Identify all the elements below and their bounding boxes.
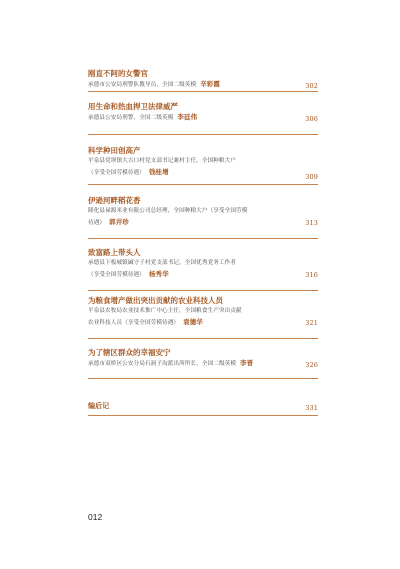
- entry-author: 钱桂增: [148, 167, 169, 176]
- entry-divider: [88, 134, 318, 135]
- entry-role: （享受全国劳模待遇）: [88, 169, 145, 176]
- entry-description: [88, 358, 318, 370]
- afterword-line: [88, 401, 318, 413]
- entry-title: 伊逊河畔稻花香: [88, 196, 141, 205]
- afterword-page-number: 331: [305, 403, 318, 412]
- entry-role: 农业科技人员（享受全国劳模待遇）: [88, 319, 180, 326]
- entry-page-number: 313: [305, 219, 318, 227]
- entry-author: 杨秀华: [148, 269, 169, 278]
- entry-role: 待遇）: [88, 219, 106, 226]
- entry-description: [88, 317, 318, 329]
- afterword-title: 编后记: [88, 402, 110, 410]
- entry-page-number: 326: [305, 360, 318, 369]
- toc-entry[interactable]: [88, 69, 318, 91]
- entry-divider: [88, 378, 318, 379]
- entry-divider: [88, 184, 318, 185]
- entry-description: [88, 167, 318, 179]
- entry-role: （享受全国劳模待遇）: [88, 271, 145, 278]
- entry-author: 郭井珍: [109, 217, 129, 226]
- entry-author: 袁德华: [183, 317, 203, 326]
- entry-divider: [88, 415, 318, 416]
- toc-entry[interactable]: [88, 296, 318, 328]
- entry-description: 平泉县党坝镇大吉口村党支部书记兼村主任，全国种粮大户: [88, 158, 237, 164]
- entry-divider: [88, 238, 318, 239]
- entry-role: 承德市双桥区公安分局石洞子沟派出所所长，全国二级英模: [88, 361, 237, 367]
- entry-description: [88, 112, 318, 124]
- entry-title: 为了辖区群众的幸福安宁: [88, 348, 171, 357]
- toc-entry[interactable]: [88, 348, 318, 370]
- page-folio-number: 012: [88, 512, 103, 522]
- entry-title: 刚直不阿的女警官: [88, 69, 148, 78]
- entry-page-number: 309: [305, 173, 318, 181]
- entry-description: [88, 269, 318, 281]
- entry-description: 隆化县禄源米业有限公司总经理，全国种粮大户（享受全国劳模: [88, 208, 248, 214]
- entry-page-number: 316: [305, 271, 318, 279]
- entry-divider: [88, 338, 318, 339]
- entry-author: 辛彩霞: [200, 80, 220, 88]
- toc-entry-afterword[interactable]: [88, 401, 318, 413]
- entry-page-number: 321: [305, 319, 318, 327]
- entry-description: [88, 79, 318, 91]
- entry-role: 承德市公安局刑警队教导员，全国二级英模: [88, 82, 197, 88]
- entry-divider: [88, 91, 318, 92]
- entry-description: [88, 217, 318, 229]
- entry-title: 致富路上带头人: [88, 248, 141, 257]
- entry-page-number: 302: [305, 81, 318, 90]
- entry-title: 为粮食增产做出突出贡献的农业科技人员: [88, 296, 223, 305]
- entry-title: 科学种田创高产: [88, 146, 141, 155]
- toc-entry[interactable]: [88, 102, 318, 124]
- toc-entry[interactable]: [88, 248, 318, 280]
- entry-divider: [88, 290, 318, 291]
- entry-role: 承德县公安局刑警，全国二级英模: [88, 115, 174, 121]
- entry-description: 承德县下板城镇碱守子村党支部书记，全国优秀党务工作者: [88, 260, 237, 266]
- entry-description: 平泉县农牧局农业技术推广中心主任，全国粮食生产突出贡献: [88, 308, 242, 314]
- toc-entry[interactable]: [88, 146, 318, 181]
- entry-author: 李晋: [240, 359, 254, 367]
- entry-author: 李廷伟: [177, 113, 198, 121]
- entry-title: 用生命和热血捍卫法律威严: [88, 102, 178, 111]
- toc-entry[interactable]: [88, 196, 318, 228]
- entry-page-number: 306: [305, 114, 318, 123]
